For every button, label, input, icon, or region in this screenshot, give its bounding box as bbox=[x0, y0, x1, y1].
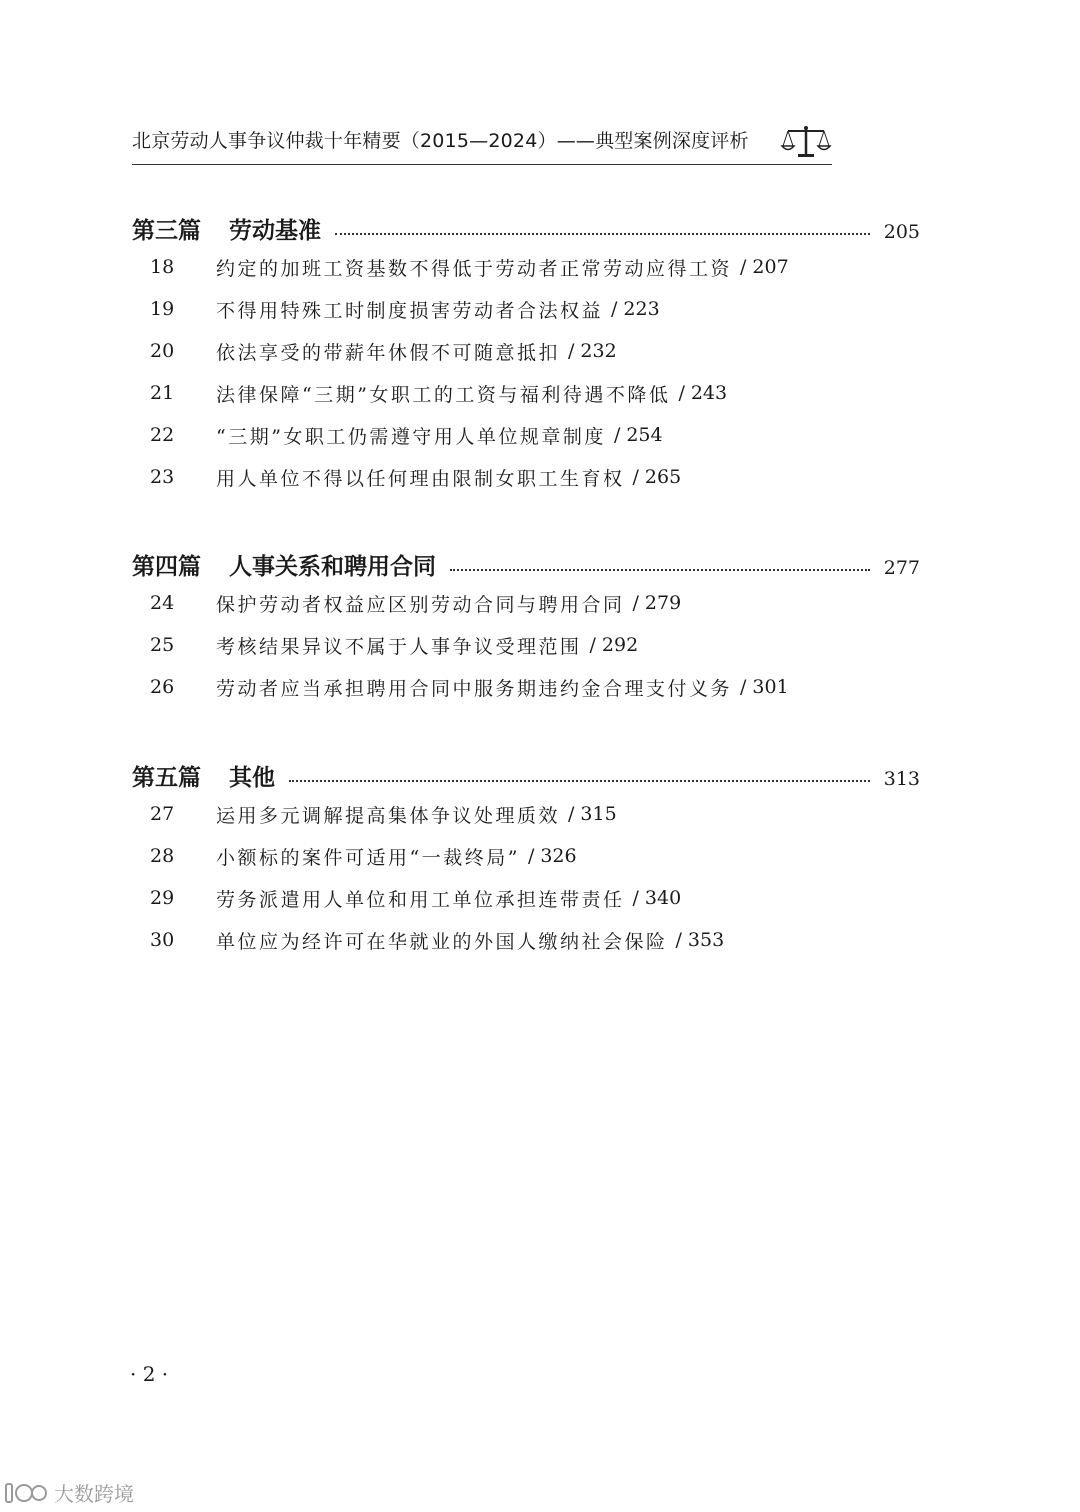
toc-entry[interactable] bbox=[132, 330, 920, 372]
entry-page: 353 bbox=[687, 929, 725, 951]
entry-number: 27 bbox=[150, 803, 175, 825]
toc-entry[interactable] bbox=[132, 919, 920, 961]
entry-page: 315 bbox=[580, 803, 617, 825]
entry-number: 29 bbox=[150, 887, 175, 909]
toc-entry[interactable] bbox=[132, 414, 920, 456]
entry-title: 劳动者应当承担聘用合同中服务期违约金合理支付义务 bbox=[216, 677, 733, 700]
entry-page: 340 bbox=[644, 887, 682, 909]
entry-number: 30 bbox=[150, 929, 175, 951]
entry-page: 326 bbox=[540, 845, 577, 867]
toc-entry[interactable] bbox=[132, 582, 920, 624]
scale-of-justice-icon bbox=[780, 124, 832, 160]
part-title: 劳动基准 bbox=[229, 217, 321, 244]
page-number: · 2 · bbox=[130, 1362, 169, 1386]
entry-page: 265 bbox=[644, 466, 682, 488]
entry-title: 劳务派遣用人单位和用工单位承担连带责任 bbox=[216, 888, 625, 911]
entry-page: 279 bbox=[644, 592, 682, 614]
leader-dots bbox=[450, 567, 870, 571]
entry-separator: / bbox=[632, 466, 639, 488]
toc-entry[interactable] bbox=[132, 246, 920, 288]
entry-separator: / bbox=[568, 340, 575, 362]
entry-page: 243 bbox=[690, 382, 728, 404]
toc-entry[interactable] bbox=[132, 835, 920, 877]
entry-separator: / bbox=[568, 803, 575, 825]
toc-entry[interactable] bbox=[132, 624, 920, 666]
part-heading[interactable] bbox=[132, 548, 920, 582]
entry-separator: / bbox=[678, 382, 685, 404]
part-page: 313 bbox=[883, 768, 920, 790]
entry-page: 292 bbox=[601, 634, 639, 656]
entry-title: 不得用特殊工时制度损害劳动者合法权益 bbox=[216, 299, 604, 322]
entry-title: 法律保障“三期”女职工的工资与福利待遇不降低 bbox=[216, 383, 671, 406]
entry-separator: / bbox=[527, 845, 535, 867]
part-page: 277 bbox=[883, 557, 920, 579]
entry-page: 301 bbox=[752, 676, 789, 698]
entry-separator: / bbox=[632, 592, 639, 614]
toc-entry[interactable] bbox=[132, 456, 920, 498]
running-header bbox=[132, 124, 832, 165]
entry-number: 18 bbox=[150, 256, 175, 278]
entry-number: 25 bbox=[150, 634, 175, 656]
entry-separator: / bbox=[740, 676, 747, 698]
entry-separator: / bbox=[611, 298, 618, 320]
leader-dots bbox=[335, 231, 870, 235]
entry-title: 依法享受的带薪年休假不可随意抵扣 bbox=[216, 341, 561, 364]
toc-entry[interactable] bbox=[132, 877, 920, 919]
entry-title: 考核结果异议不属于人事争议受理范围 bbox=[216, 635, 582, 658]
entry-title: 保护劳动者权益应区别劳动合同与聘用合同 bbox=[216, 593, 625, 616]
entry-page: 223 bbox=[623, 298, 660, 320]
toc-entry[interactable] bbox=[132, 793, 920, 835]
entry-separator: / bbox=[613, 424, 621, 446]
toc-part-3 bbox=[132, 212, 920, 498]
entry-number: 20 bbox=[150, 340, 175, 362]
entry-number: 28 bbox=[150, 845, 175, 867]
entry-separator: / bbox=[675, 929, 682, 951]
toc-entry[interactable] bbox=[132, 666, 920, 708]
part-heading[interactable] bbox=[132, 759, 920, 793]
entry-title: 小额标的案件可适用“一裁终局” bbox=[216, 846, 520, 869]
entry-number: 24 bbox=[150, 592, 175, 614]
entry-number: 23 bbox=[150, 466, 175, 488]
book-title: 北京劳动人事争议仲裁十年精要（2015—2024）——典型案例深度评析 bbox=[132, 130, 749, 152]
toc-part-4 bbox=[132, 548, 920, 708]
part-number: 第五篇 bbox=[132, 764, 201, 791]
entry-title: 用人单位不得以任何理由限制女职工生育权 bbox=[216, 467, 625, 490]
entry-number: 22 bbox=[150, 424, 175, 446]
part-heading[interactable] bbox=[132, 212, 920, 246]
leader-dots bbox=[289, 778, 870, 782]
entry-page: 207 bbox=[752, 256, 789, 278]
toc-entry[interactable] bbox=[132, 288, 920, 330]
entry-page: 232 bbox=[580, 340, 617, 362]
entry-title: 约定的加班工资基数不得低于劳动者正常劳动应得工资 bbox=[216, 257, 733, 280]
entry-separator: / bbox=[589, 634, 596, 656]
watermark-logo-icon bbox=[4, 1480, 48, 1506]
entry-title: 运用多元调解提高集体争议处理质效 bbox=[216, 804, 561, 827]
part-number: 第三篇 bbox=[132, 217, 201, 244]
entry-title: “三期”女职工仍需遵守用人单位规章制度 bbox=[216, 425, 606, 448]
entry-number: 19 bbox=[150, 298, 175, 320]
entry-number: 21 bbox=[150, 382, 175, 404]
part-number: 第四篇 bbox=[132, 553, 201, 580]
entry-title: 单位应为经许可在华就业的外国人缴纳社会保险 bbox=[216, 930, 668, 953]
entry-page: 254 bbox=[626, 424, 663, 446]
entry-number: 26 bbox=[150, 676, 175, 698]
toc-part-5 bbox=[132, 759, 920, 961]
part-title: 其他 bbox=[229, 764, 275, 791]
watermark bbox=[4, 1478, 134, 1507]
watermark-text: 大数跨境 bbox=[54, 1482, 134, 1506]
part-title: 人事关系和聘用合同 bbox=[229, 553, 436, 580]
entry-separator: / bbox=[632, 887, 639, 909]
entry-separator: / bbox=[740, 256, 747, 278]
part-page: 205 bbox=[883, 221, 920, 243]
toc-entry[interactable] bbox=[132, 372, 920, 414]
